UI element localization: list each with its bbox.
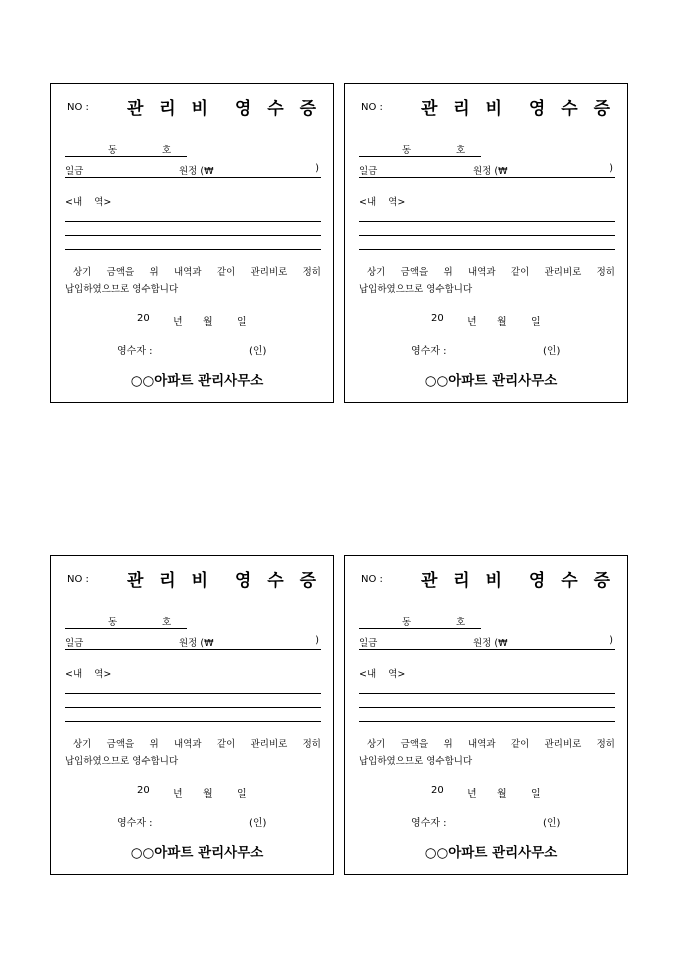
year-label: 년 [173, 789, 183, 800]
ho-label: 호 [456, 145, 466, 156]
dong-label: 동 [402, 145, 412, 156]
receiver-label: 영수자 : [411, 818, 447, 829]
management-office-name: ○○아파트 관리사무소 [130, 845, 264, 861]
unit-line [359, 142, 481, 157]
amount-line [65, 163, 321, 178]
amount-prefix: 일금 [65, 166, 84, 177]
details-rule [359, 721, 615, 722]
details-rule [65, 707, 321, 708]
ho-label: 호 [456, 617, 466, 628]
amount-close-paren: ) [315, 163, 319, 174]
receipt-number-label: NO : [361, 102, 383, 113]
amount-label: 원정 (₩ [473, 638, 508, 649]
amount-close-paren: ) [609, 635, 613, 646]
management-office-name: ○○아파트 관리사무소 [130, 373, 264, 389]
amount-line [359, 163, 615, 178]
details-label: <내 역> [65, 197, 112, 208]
statement-line-1: 상기 금액을 위 내역과 같이 관리비로 정히 [367, 267, 615, 278]
seal-label: (인) [543, 346, 561, 357]
seal-label: (인) [249, 818, 267, 829]
statement-line-2: 납입하였으므로 영수합니다 [65, 756, 179, 767]
amount-prefix: 일금 [65, 638, 84, 649]
unit-line [359, 614, 481, 629]
details-rule [65, 693, 321, 694]
receipt-bottom-left [50, 555, 334, 875]
amount-prefix: 일금 [359, 166, 378, 177]
year-prefix: 20 [137, 313, 150, 324]
unit-line [65, 142, 187, 157]
day-label: 일 [237, 317, 247, 328]
receipt-statement [359, 264, 615, 298]
receipt-statement [65, 736, 321, 770]
details-rule [65, 221, 321, 222]
year-prefix: 20 [431, 313, 444, 324]
details-rule [359, 249, 615, 250]
day-label: 일 [531, 789, 541, 800]
receipt-number-label: NO : [67, 574, 89, 585]
receipt-number-label: NO : [67, 102, 89, 113]
month-label: 월 [497, 789, 507, 800]
receipt-number-label: NO : [361, 574, 383, 585]
seal-label: (인) [249, 346, 267, 357]
statement-line-2: 납입하였으므로 영수합니다 [359, 284, 473, 295]
receipt-statement [65, 264, 321, 298]
details-label: <내 역> [65, 669, 112, 680]
month-label: 월 [497, 317, 507, 328]
amount-close-paren: ) [609, 163, 613, 174]
receipt-title: 관 리 비 영 수 증 [420, 99, 615, 119]
amount-line [65, 635, 321, 650]
statement-line-1: 상기 금액을 위 내역과 같이 관리비로 정히 [367, 739, 615, 750]
dong-label: 동 [402, 617, 412, 628]
details-rule [65, 249, 321, 250]
dong-label: 동 [108, 617, 118, 628]
year-prefix: 20 [431, 785, 444, 796]
amount-label: 원정 (₩ [179, 166, 214, 177]
receipt-statement [359, 736, 615, 770]
day-label: 일 [237, 789, 247, 800]
details-rule [65, 235, 321, 236]
receiver-label: 영수자 : [411, 346, 447, 357]
management-office-name: ○○아파트 관리사무소 [424, 373, 558, 389]
amount-line [359, 635, 615, 650]
receipt-title: 관 리 비 영 수 증 [126, 571, 321, 591]
amount-prefix: 일금 [359, 638, 378, 649]
details-label: <내 역> [359, 197, 406, 208]
amount-label: 원정 (₩ [179, 638, 214, 649]
details-rule [359, 707, 615, 708]
details-rule [359, 693, 615, 694]
day-label: 일 [531, 317, 541, 328]
receipt-title: 관 리 비 영 수 증 [126, 99, 321, 119]
dong-label: 동 [108, 145, 118, 156]
year-prefix: 20 [137, 785, 150, 796]
details-rule [359, 235, 615, 236]
management-office-name: ○○아파트 관리사무소 [424, 845, 558, 861]
receipt-bottom-right [344, 555, 628, 875]
ho-label: 호 [162, 617, 172, 628]
amount-label: 원정 (₩ [473, 166, 508, 177]
year-label: 년 [467, 317, 477, 328]
receipt-top-left [50, 83, 334, 403]
unit-line [65, 614, 187, 629]
receipt-top-right [344, 83, 628, 403]
ho-label: 호 [162, 145, 172, 156]
details-rule [65, 721, 321, 722]
details-rule [359, 221, 615, 222]
receiver-label: 영수자 : [117, 346, 153, 357]
statement-line-1: 상기 금액을 위 내역과 같이 관리비로 정히 [73, 739, 321, 750]
receiver-label: 영수자 : [117, 818, 153, 829]
statement-line-2: 납입하였으므로 영수합니다 [359, 756, 473, 767]
seal-label: (인) [543, 818, 561, 829]
details-label: <내 역> [359, 669, 406, 680]
year-label: 년 [173, 317, 183, 328]
year-label: 년 [467, 789, 477, 800]
statement-line-1: 상기 금액을 위 내역과 같이 관리비로 정히 [73, 267, 321, 278]
statement-line-2: 납입하였으므로 영수합니다 [65, 284, 179, 295]
receipt-title: 관 리 비 영 수 증 [420, 571, 615, 591]
month-label: 월 [203, 317, 213, 328]
month-label: 월 [203, 789, 213, 800]
amount-close-paren: ) [315, 635, 319, 646]
